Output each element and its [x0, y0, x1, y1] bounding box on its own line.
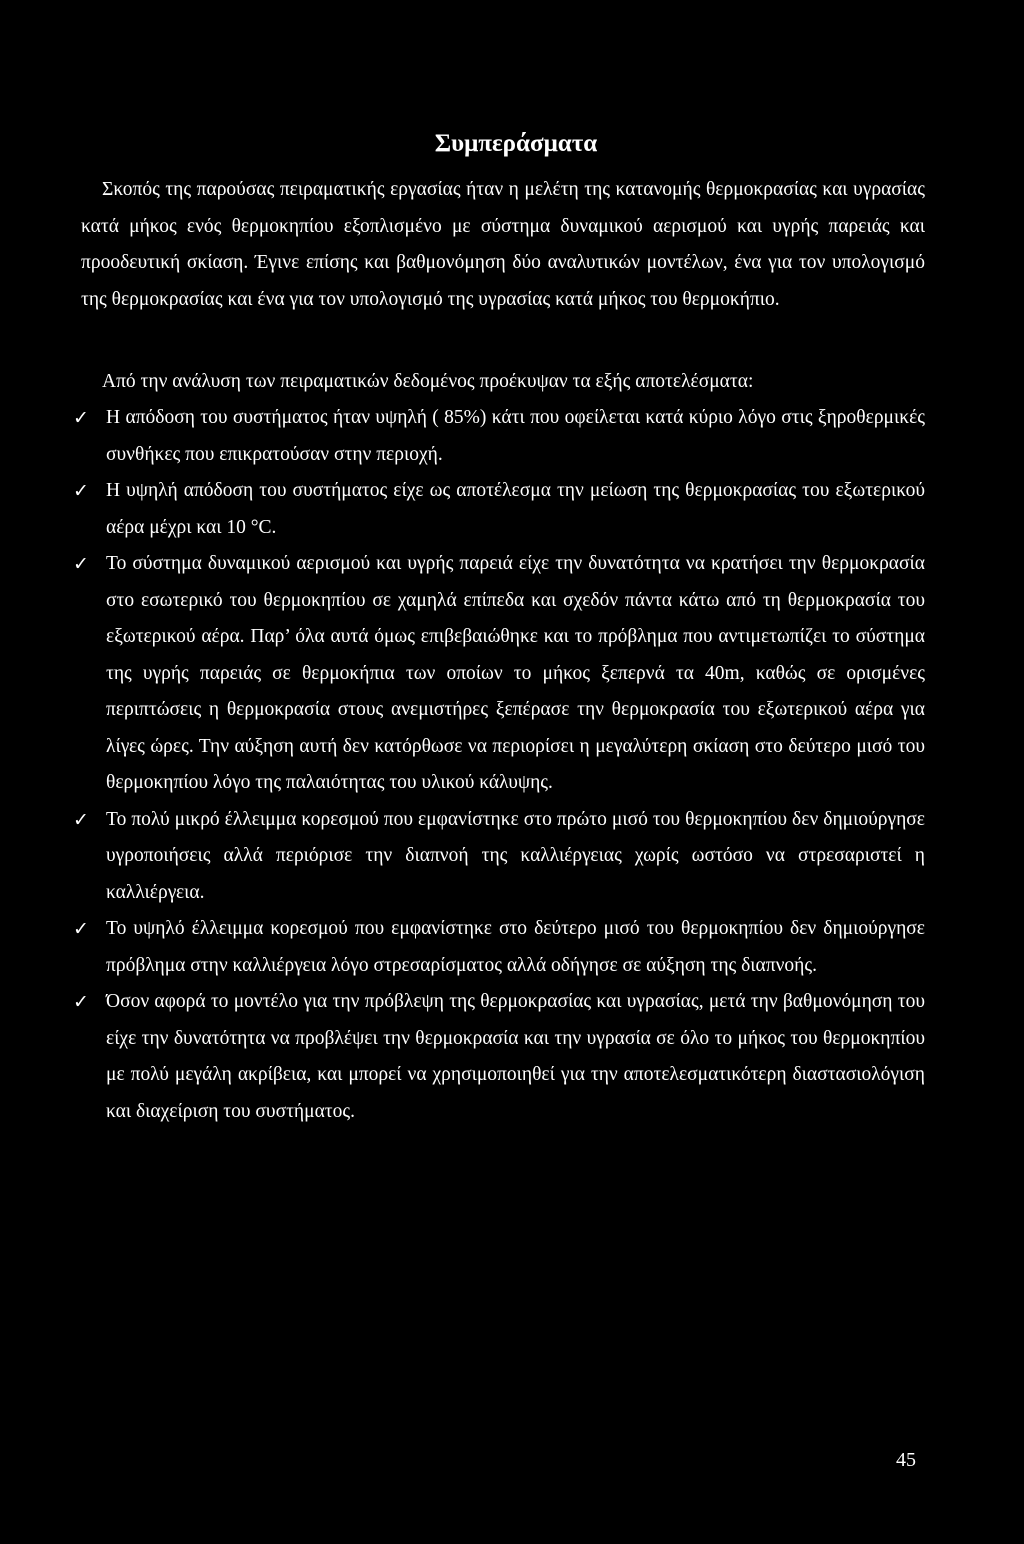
list-item: [73, 473, 925, 546]
list-item-text: Όσον αφορά το μοντέλο για την πρόβλεψη της θερμοκρασίας και υγρασίας, μετά την βαθμονόμηση του είχε την δυνατότητα να προβλέψει την θερμοκρασία και την υγρασία σε όλο το μήκος του θερμοκηπίου με πολύ μεγάλη ακρίβεια, και μπορεί να χρησιμοποιηθεί για την αποτελεσματικότερη διαστασιολόγιση και διαχείριση του συστήματος.: [106, 991, 925, 1122]
checkmark-icon: ✓: [73, 918, 89, 940]
list-item-text: Το σύστημα δυναμικού αερισμού και υγρής παρειά είχε την δυνατότητα να κρατήσει την θερμοκρασία στο εσωτερικό του θερμοκηπίου σε χαμηλά επίπεδα και σχεδόν πάντα κάτω από τη θερμοκρασία του εξωτερικού αέρα. Παρ’ όλα αυτά όμως επιβεβαιώθηκε και το πρόβλημα που αντιμετωπίζει το σύστημα της υγρής παρειάς σε θερμοκήπια των οποίων το μήκος ξεπερνά τα 40m, καθώς σε ορισμένες περιπτώσεις η θερμοκρασία στους ανεμιστήρες ξεπέρασε την θερμοκρασία του εξωτερικού αέρα για λίγες ώρες. Την αύξηση αυτή δεν κατόρθωσε να περιορίσει η μεγαλύτερη σκίαση στο δεύτερο μισό του θερμοκηπίου λόγο της παλαιότητας του υλικού κάλυψης.: [106, 553, 925, 793]
checkmark-icon: ✓: [73, 808, 89, 831]
results-list: [0, 400, 1024, 1130]
list-item: [73, 911, 925, 984]
list-item-text: Το πολύ μικρό έλλειμμα κορεσμού που εμφανίστηκε στο πρώτο μισό του θερμοκηπίου δεν δημιούργησε υγροποιήσεις αλλά περιόρισε την διαπνοή της καλλιέργειας χωρίς ωστόσο να στρεσαριστεί η καλλιέργεια.: [106, 808, 925, 903]
list-item: [73, 400, 925, 473]
checkmark-icon: ✓: [73, 480, 89, 502]
page-number: 45: [896, 1449, 916, 1471]
page-title: Συμπεράσματα: [434, 130, 598, 157]
intro-paragraph: Σκοπός της παρούσας πειραματικής εργασίας ήταν η μελέτη της κατανομής θερμοκρασίας και υγρασίας κατά μήκος ενός θερμοκηπίου εξοπλισμένο με σύστημα δυναμικού αερισμού και υγρής παρειάς και προοδευτική σκίαση. Έγινε επίσης και βαθμονόμηση δύο αναλυτικών μοντέλων, ένα για τον υπολογισμό της θερμοκρασίας και ένα για τον υπολογισμό της υγρασίας κατά μήκος του θερμοκήπιο.: [81, 179, 925, 310]
list-item: [73, 546, 925, 802]
list-item-text: Η υψηλή απόδοση του συστήματος είχε ως αποτέλεσμα την μείωση της θερμοκρασίας του εξωτερικού αέρα μέχρι και 10 °C.: [106, 480, 925, 538]
checkmark-icon: ✓: [73, 553, 89, 575]
list-item: [73, 984, 925, 1130]
results-lead-sentence: Από την ανάλυση των πειραματικών δεδομένος προέκυψαν τα εξής αποτελέσματα:: [102, 371, 754, 392]
checkmark-icon: ✓: [73, 991, 89, 1013]
list-item-text: Η απόδοση του συστήματος ήταν υψηλή ( 85%) κάτι που οφείλεται κατά κύριο λόγο στις ξηροθερμικές συνθήκες που επικρατούσαν στην περιοχή.: [106, 407, 925, 465]
checkmark-icon: ✓: [73, 407, 89, 429]
list-item-text: Το υψηλό έλλειμμα κορεσμού που εμφανίστηκε στο δεύτερο μισό του θερμοκηπίου δεν δημιούργησε πρόβλημα στην καλλιέργεια λόγο στρεσαρίσματος αλλά οδήγησε σε αύξηση της διαπνοής.: [106, 918, 925, 976]
list-item: [73, 802, 925, 912]
